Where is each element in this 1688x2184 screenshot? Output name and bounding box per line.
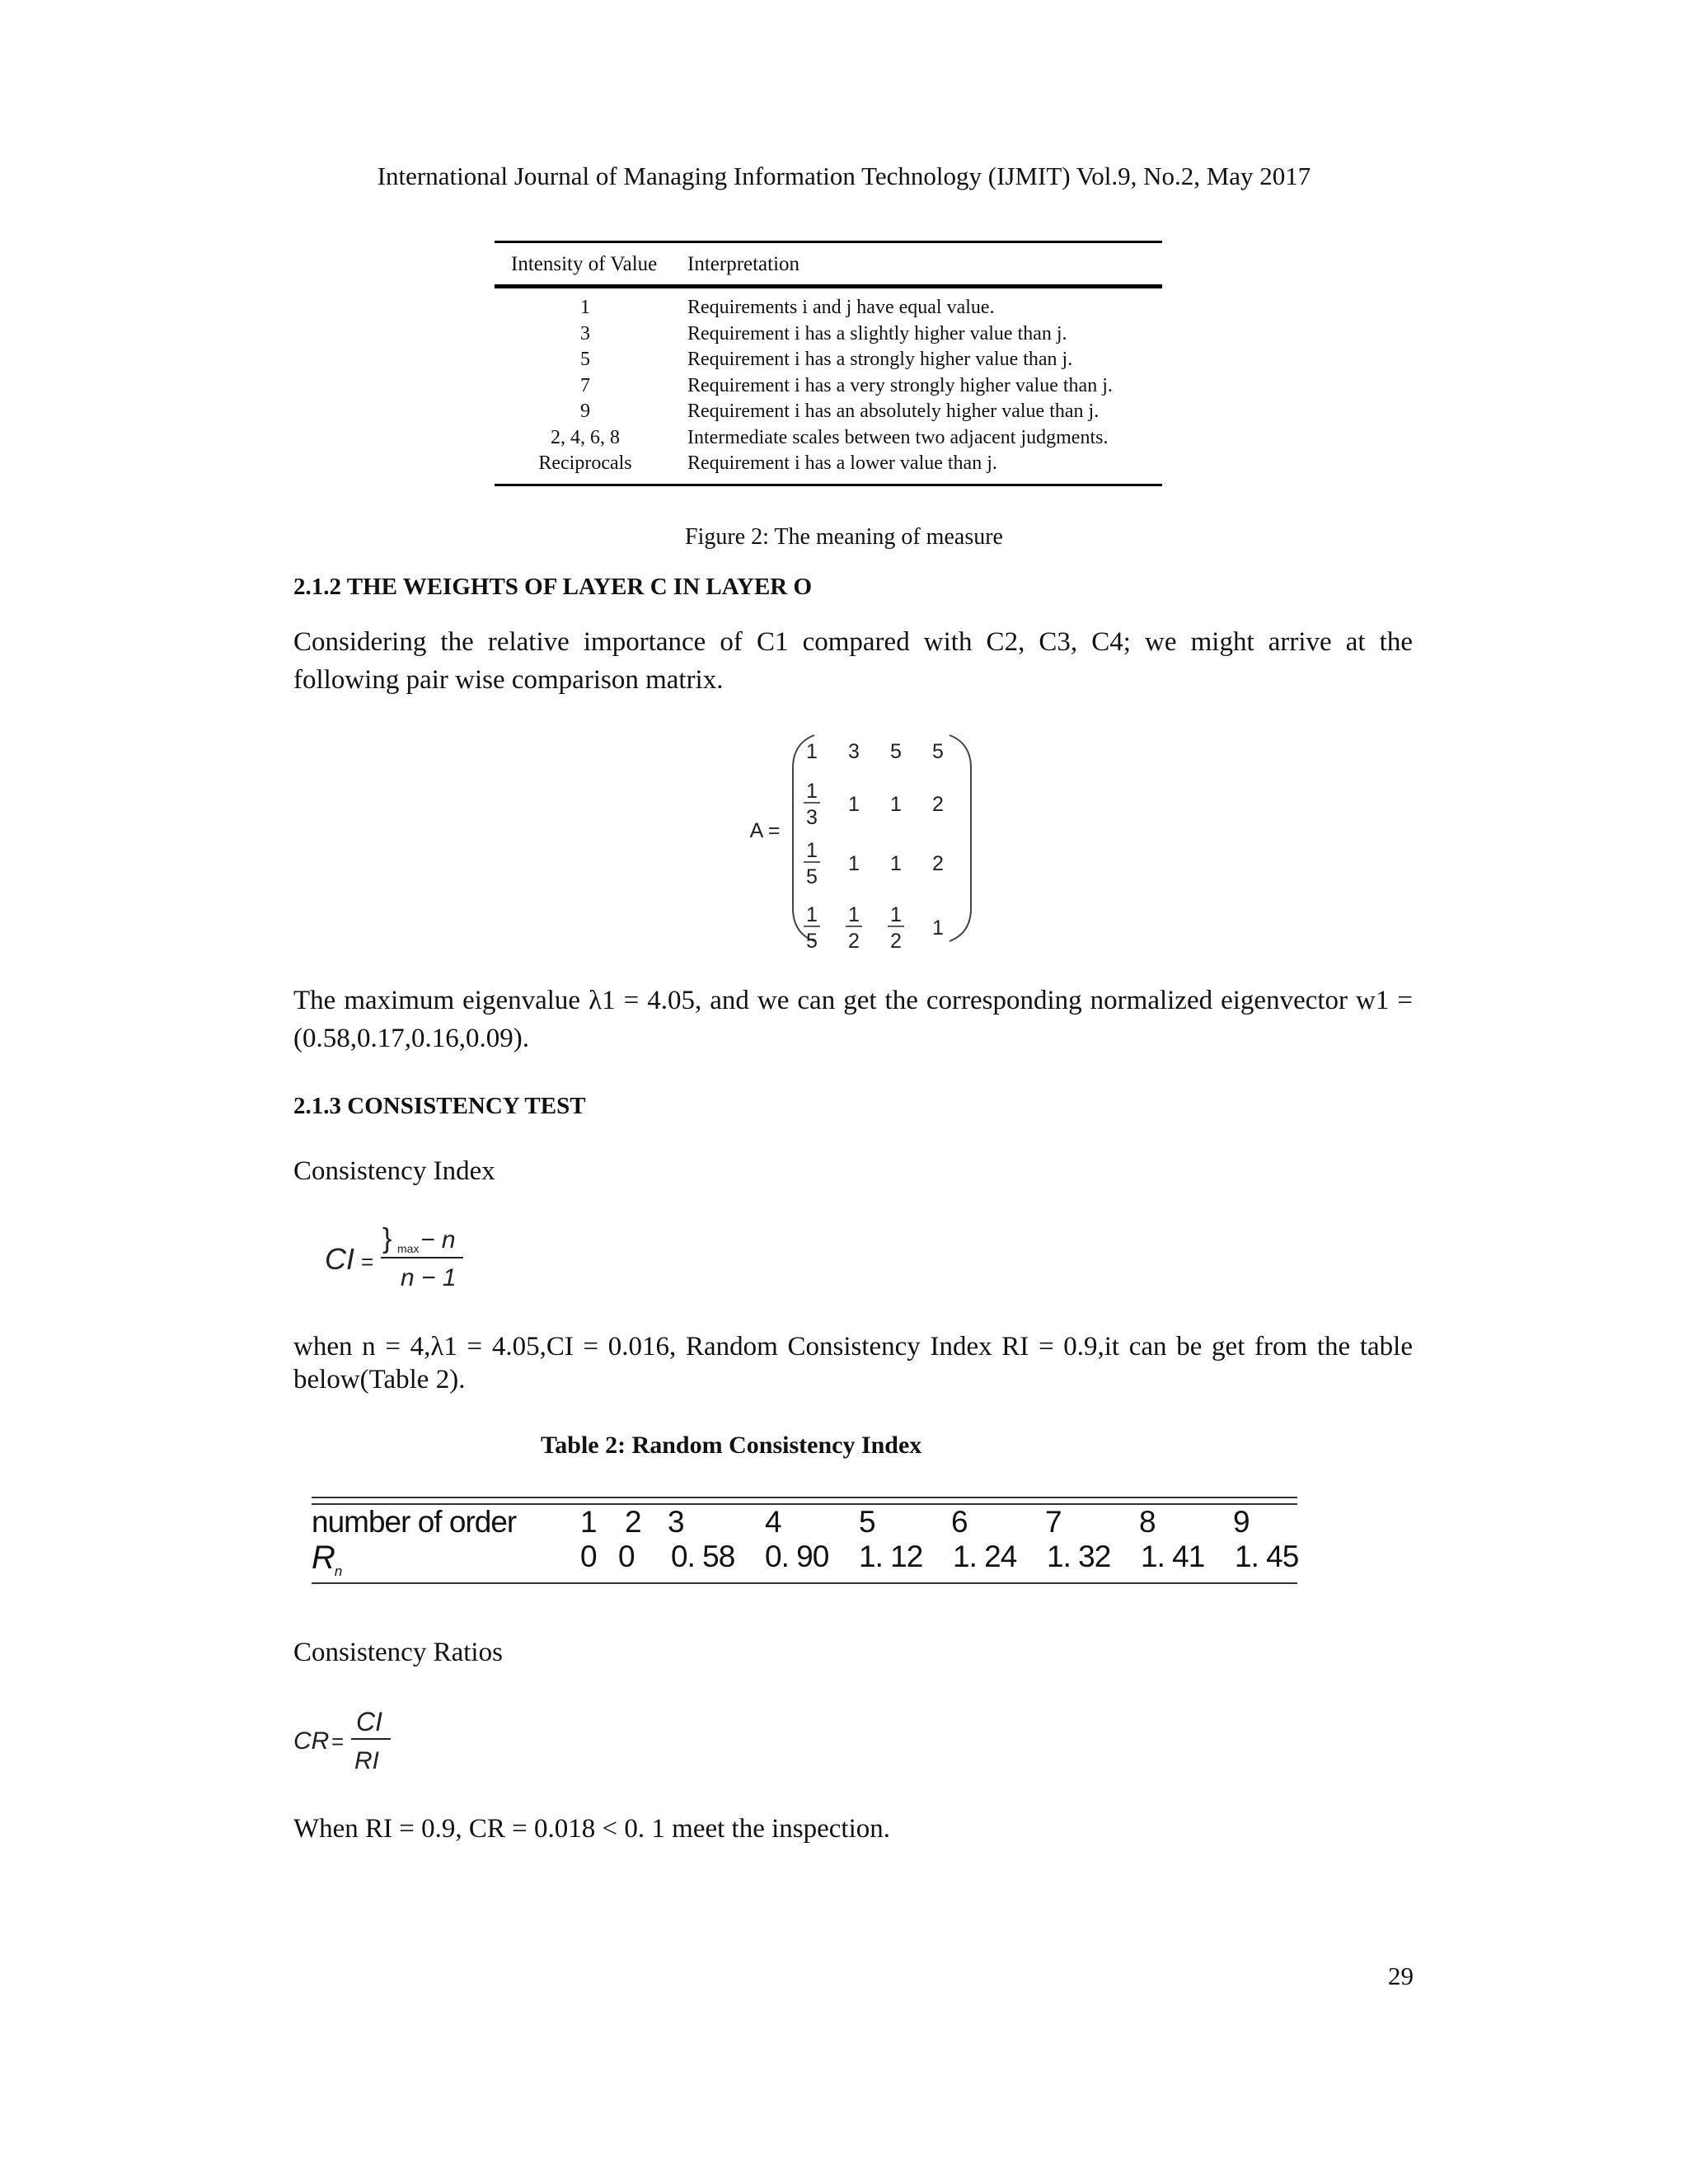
ri-value-cell: 0 [618, 1540, 635, 1573]
table-row [495, 452, 1162, 479]
matrix-cell: 3 [848, 740, 860, 763]
col-header-interpretation: Interpretation [687, 253, 800, 275]
measure-table [495, 241, 1162, 486]
comparison-matrix [734, 727, 981, 949]
table-bottom-rule [495, 484, 1162, 486]
order-cell: 9 [1233, 1505, 1250, 1539]
matrix-cell-numerator: 1 [806, 839, 818, 862]
ri-value-cell: 1. 41 [1141, 1540, 1205, 1573]
paragraph-eigenvalue: The maximum eigenvalue λ1 = 4.05, and we can get the corresponding normalized eigenvector w1 = (0.58,0.17,0.16,0.09). [293, 986, 1413, 1053]
ci-num-rest: − n [420, 1226, 456, 1254]
intensity-cell: 1 [580, 297, 590, 318]
table-row [495, 297, 1162, 323]
col-header-intensity: Intensity of Value [511, 253, 658, 275]
paragraph-line: following pair wise comparison matrix. [293, 665, 724, 695]
matrix-cell: 1 [932, 916, 944, 940]
interpretation-cell: Requirement i has an absolutely higher value than j. [687, 401, 1100, 422]
section-title: CONSISTENCY TEST [347, 1093, 586, 1119]
row-label-rn [312, 1540, 341, 1580]
ci-num-subscript: max [397, 1242, 420, 1255]
running-header: International Journal of Managing Information Technology (IJMIT) Vol.9, No.2, May 2017 [377, 162, 1311, 190]
consistency-ratios-label: Consistency Ratios [293, 1638, 503, 1667]
ri-value-cell: 0. 90 [765, 1540, 829, 1573]
interpretation-cell: Requirement i has a slightly higher value than j. [687, 322, 1067, 344]
interpretation-cell: Requirement i has a very strongly higher value than j. [687, 374, 1113, 396]
section-heading-2-1-2 [293, 574, 812, 601]
ri-table [312, 1497, 1297, 1601]
table-row [495, 401, 1162, 427]
order-cell: 7 [1045, 1505, 1062, 1539]
matrix-cell: 1 [848, 852, 860, 875]
table-header-row [495, 243, 1162, 284]
table-row [495, 375, 1162, 401]
interpretation-cell: Intermediate scales between two adjacent judgments. [687, 426, 1109, 448]
order-cell: 3 [668, 1505, 684, 1539]
matrix-cell [804, 903, 820, 949]
ci-formula [321, 1220, 486, 1294]
matrix-cell-denominator: 5 [806, 930, 818, 949]
ri-value-cell: 0 [580, 1540, 597, 1573]
order-cell: 2 [625, 1505, 641, 1539]
interpretation-cell: Requirements i and j have equal value. [687, 297, 995, 318]
section-heading-2-1-3 [293, 1093, 586, 1120]
interpretation-cell: Requirement i has a strongly higher value than j. [687, 349, 1073, 370]
matrix-cell-numerator: 1 [848, 903, 860, 926]
intensity-cell: 5 [580, 349, 590, 370]
matrix-cell: 5 [932, 740, 944, 763]
matrix-cell: 1 [890, 852, 902, 875]
matrix-cell [846, 903, 862, 949]
paragraph-comparison-intro [293, 623, 1413, 699]
intensity-cell: 7 [580, 374, 590, 396]
cr-denominator: RI [354, 1747, 379, 1774]
interpretation-cell: Requirement i has a lower value than j. [687, 452, 997, 474]
matrix-cell: 1 [806, 740, 818, 763]
order-cell: 4 [765, 1505, 781, 1539]
table-row [495, 349, 1162, 375]
table-top-rule [312, 1497, 1297, 1498]
order-cell: 1 [580, 1505, 597, 1539]
intensity-cell: 2, 4, 6, 8 [551, 426, 620, 448]
ri-value-cell: 1. 45 [1235, 1540, 1299, 1573]
matrix-cell [888, 903, 904, 949]
ci-num-symbol: } [382, 1223, 392, 1254]
matrix-cell-numerator: 1 [890, 903, 902, 926]
matrix-cell: 1 [848, 793, 860, 816]
section-title: THE WEIGHTS OF LAYER C IN LAYER O [346, 574, 813, 600]
matrix-cell-numerator: 1 [806, 780, 818, 803]
matrix-right-paren [950, 735, 971, 941]
table-body [495, 288, 1162, 484]
ri-value-cell: 1. 12 [859, 1540, 923, 1573]
order-cell: 8 [1139, 1505, 1156, 1539]
figure-caption: Figure 2: The meaning of measure [685, 524, 1003, 550]
matrix-cell-denominator: 5 [806, 865, 818, 888]
table-row [495, 323, 1162, 349]
ci-equals: = [361, 1249, 374, 1274]
rn-symbol: R [312, 1540, 335, 1576]
cr-equals: = [331, 1729, 345, 1754]
order-cell: 5 [859, 1505, 875, 1539]
rn-subscript: n [334, 1563, 342, 1579]
matrix-cell: 2 [932, 793, 944, 816]
intensity-cell: 9 [580, 401, 590, 422]
paragraph-line: Considering the relative importance of C1 compared with C2, C3, C4; we might arrive at the [293, 627, 1413, 657]
matrix-cell-denominator: 2 [848, 930, 860, 949]
table-row [495, 427, 1162, 453]
table-bottom-rule [312, 1582, 1297, 1584]
ci-lhs: CI [325, 1242, 354, 1276]
paragraph-conclusion: When RI = 0.9, CR = 0.018 < 0. 1 meet the inspection. [293, 1814, 890, 1844]
matrix-cell [804, 780, 820, 829]
matrix-cell: 2 [932, 852, 944, 875]
order-cell: 6 [951, 1505, 968, 1539]
consistency-index-label: Consistency Index [293, 1156, 495, 1186]
ri-value-cell: 1. 24 [953, 1540, 1017, 1573]
intensity-cell: Reciprocals [538, 452, 632, 474]
matrix-cell [804, 839, 820, 888]
ri-value-cell: 0. 58 [671, 1540, 735, 1573]
matrix-cell-denominator: 2 [890, 930, 902, 949]
section-number: 2.1.2 [293, 574, 341, 600]
cr-formula [293, 1703, 417, 1777]
matrix-cell: 1 [890, 793, 902, 816]
matrix-label: A = [749, 819, 781, 842]
page-number: 29 [1388, 1961, 1414, 1990]
cr-numerator: CI [356, 1707, 382, 1736]
paragraph-ri-explanation: when n = 4,λ1 = 4.05,CI = 0.016, Random Consistency Index RI = 0.9,it can be get from the table below(Table 2). [293, 1332, 1413, 1394]
ci-denominator: n − 1 [401, 1264, 457, 1291]
intensity-cell: 3 [580, 322, 590, 344]
section-number: 2.1.3 [293, 1093, 341, 1119]
cr-lhs: CR [293, 1727, 330, 1755]
ri-value-cell: 1. 32 [1047, 1540, 1111, 1573]
matrix-cell: 5 [890, 740, 902, 763]
matrix-cell-numerator: 1 [806, 903, 818, 926]
row-label-order: number of order [312, 1505, 517, 1539]
table2-title: Table 2: Random Consistency Index [541, 1432, 922, 1459]
matrix-cell-denominator: 3 [806, 806, 818, 829]
